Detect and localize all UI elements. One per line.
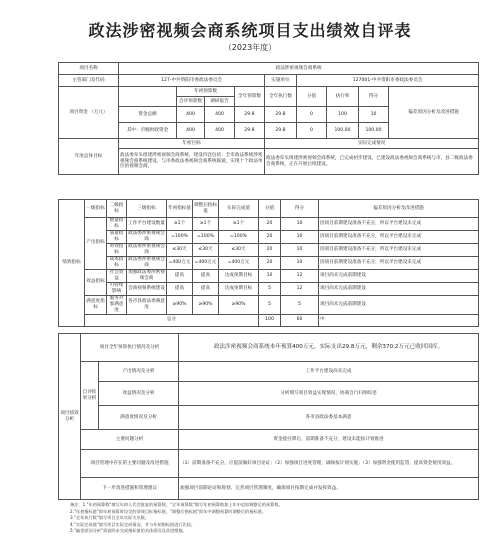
indicator-deviation: 因项目前期建设准备不充分，所以平台建设未完成 — [319, 230, 479, 243]
analysis-item-text: 工作平台建设尚未完成 — [179, 362, 479, 382]
indicator-v2: ≥1个 — [193, 218, 219, 231]
total-score: 100 — [259, 314, 281, 326]
indicator-got: 10 — [281, 230, 319, 243]
analysis-budget-text: 政法涉密视频会商系统本年预算400万元，实际支出29.8万元，剩余370.2万元已收回国库。 — [179, 334, 479, 362]
analysis-budget-label: 项目全年预算执行情况及分析 — [81, 334, 179, 362]
indicators-header: 二级指标 — [107, 200, 127, 218]
funds-cell: 400 — [177, 123, 205, 139]
analysis-section-label: 项目绩效分析 — [59, 334, 81, 500]
goals-label: 年度总体目标 — [59, 139, 119, 175]
footnote: 2."年初指标值"即年初预算时设定的绩效目标指标值，"调整后指标值"即年中调整预算时调整后的指标值。 — [70, 508, 266, 514]
indicator-v1: =100% — [167, 230, 193, 243]
analysis-item-text: （1）前期准备不充分，应提前做好项目论证；（2）加强项目进度管理，确保按计划实施；（3）加强资金使用监管，提高资金使用效益。 — [179, 450, 479, 478]
footnote: 5."偏差原因分析"需说明未完成指标值的具体原因及改进措施。 — [70, 528, 187, 533]
indicator-got: 10 — [281, 243, 319, 256]
project-name-label: 项目名称 — [59, 63, 119, 75]
indicator-v1: 提高 — [167, 269, 193, 282]
funds-cell: 100.00 — [359, 123, 389, 139]
indicator-l2: 服务对象满意度 — [107, 295, 127, 314]
funds-label: 项目资金 （万元） — [59, 87, 119, 139]
indicator-l2: 时效指标 — [107, 243, 127, 256]
indicator-v3: 达成预期目标 — [219, 269, 259, 282]
goals-actual-label: 实际完成情况 — [265, 139, 479, 149]
funds-cell: 0 — [297, 123, 327, 139]
indicators-header: 得分 — [281, 200, 319, 218]
analysis-item-text: 分析填写项目效益实现情况，协商自行归纳综述 — [179, 382, 479, 406]
indicator-v1: ≥90% — [167, 295, 193, 314]
indicator-v2: 提高 — [193, 269, 219, 282]
indicator-got: 10 — [281, 256, 319, 269]
indicator-l3: 政法委涉密视频会商 — [128, 230, 165, 242]
analysis-item-label: 下一步改进措施和管理建议 — [81, 478, 179, 500]
funds-cell: 29.8 — [235, 107, 265, 123]
funds-cell: 29.8 — [265, 107, 297, 123]
footnote: 备注：1."年初预算数"填写年初人代会批复的预算数，"全年预算数"填写年初预算数加上年中追加调整后的预算数。 — [70, 502, 283, 507]
footnotes — [70, 502, 480, 535]
indicator-deviation: 项目尚未完成前期建设 — [319, 269, 479, 282]
indicator-v3: =100% — [219, 230, 259, 243]
indicator-score: 10 — [259, 269, 281, 282]
footnote: 4."实际完成值"填写项目实际完成情况，并与年初指标值进行比较。 — [70, 521, 196, 527]
funds-row-label: 资金总额 — [119, 107, 177, 123]
dept-value: 127-中共资阳市委政法委员会 — [119, 75, 265, 87]
indicator-l2: 可持续影响 — [107, 282, 127, 295]
indicator-v3: ≥1个 — [219, 218, 259, 231]
indicator-v2: =100% — [193, 230, 219, 243]
funds-header-own-budget: 自评预算数 — [177, 97, 205, 107]
project-name-value: 政法涉密视频会商系统 — [119, 63, 479, 75]
funds-row-label: 其中：市级财政资金 — [119, 123, 177, 139]
indicator-v2: ≥90% — [193, 295, 219, 314]
funds-header-exec-rate: 执行率 — [327, 87, 359, 107]
indicator-l2: 数量指标 — [107, 218, 127, 231]
indicator-l3: 政法委涉密视频会商 — [128, 243, 165, 255]
indicator-deviation: 因项目前期建设准备不充分，所以平台建设未完成 — [319, 243, 479, 256]
funds-header-year-budget: 年初预算数 — [177, 87, 235, 97]
funds-header-full-year-exec: 全年执行数 — [265, 87, 297, 107]
indicator-got: 12 — [281, 269, 319, 282]
indicator-got: 12 — [281, 282, 319, 295]
indicator-v1: ≥1个 — [167, 218, 193, 231]
indicator-score: 20 — [259, 243, 281, 256]
funds-header-score-weight: 分值 — [297, 87, 327, 107]
indicator-score: 20 — [259, 218, 281, 231]
indicators-header: 实际完成值 — [219, 200, 259, 218]
indicator-v3: 达成预期目标 — [219, 282, 259, 295]
indicators-header: 一级指标 — [85, 200, 107, 218]
funds-cell: 100.00 — [327, 123, 359, 139]
indicator-v2: 提高 — [193, 282, 219, 295]
funds-cell: 400 — [205, 107, 235, 123]
indicator-l3: 政法委涉密视频会商 — [128, 256, 165, 268]
indicators-table — [58, 199, 479, 327]
goals-planned-label: 年初目标 — [119, 139, 265, 149]
indicator-l2: 质量指标 — [107, 230, 127, 243]
indicator-deviation: 项目尚未完成前期建设 — [319, 282, 479, 295]
analysis-item-text: 各市县政法委基本满意 — [179, 406, 479, 430]
indicator-l2: 社会效益 — [107, 269, 127, 282]
indicator-deviation: 项目尚未完成前期建设 — [319, 295, 479, 314]
indicators-header: 年初指标值 — [167, 200, 193, 218]
indicator-score: 5 — [259, 282, 281, 295]
indicator-deviation: 因项目前期建设准备不充分，所以平台建设未完成 — [319, 256, 479, 269]
funds-cell: 29.8 — [265, 123, 297, 139]
indicator-l3: 加强政法委涉密视频会商 — [128, 269, 165, 281]
indicator-v2: ≤30天 — [193, 243, 219, 256]
analysis-mid-label: 自评结果分析 — [81, 362, 99, 430]
impl-value: 127001-中共资阳市委政法委员会 — [297, 75, 479, 87]
analysis-item-text: 加强项目前期论证和规划，完善项目管理制度，确保项目按期完成并发挥效益。 — [179, 478, 479, 500]
total-got: 60 — [281, 314, 319, 326]
indicator-v1: ≤30天 — [167, 243, 193, 256]
analysis-item-label: 满意度情况及分析 — [99, 406, 179, 430]
indicator-l3: 工作平台建设数量 — [127, 218, 167, 231]
indicators-header: 偏差原因分析及改进措施 — [319, 200, 479, 218]
page-title: 政法涉密视频会商系统项目支出绩效自评表 — [88, 21, 412, 40]
indicator-v2: =400万元 — [193, 256, 219, 269]
indicator-got: 5 — [281, 295, 319, 314]
indicators-section-label: 绩效指标 — [59, 200, 85, 327]
indicator-v1: =400万元 — [167, 256, 193, 269]
indicator-score: 20 — [259, 230, 281, 243]
indicator-l2: 成本指标 — [107, 256, 127, 269]
indicator-l1: 满意度指标 — [85, 295, 107, 314]
funds-cell: 100 — [327, 107, 359, 123]
page-subtitle: （2023年度） — [223, 43, 277, 52]
funds-header-full-year-budget: 全年预算数 — [235, 87, 265, 107]
indicator-v3: ≤30天 — [219, 243, 259, 256]
funds-cell: 10 — [359, 107, 389, 123]
analysis-item-label: 效益情况及分析 — [99, 382, 179, 406]
goals-actual-text: 政法委牵头组建涉密视频会商系统，已完成初步建设，已建设政法委视频会商系统与市、县二级政法委会商系统，正在开展后续建设。 — [265, 149, 479, 175]
indicators-header: 分值 — [259, 200, 281, 218]
indicator-deviation: 因项目前期建设准备不充分，所以平台建设未完成 — [319, 218, 479, 231]
indicator-score: 5 — [259, 295, 281, 314]
indicators-header: 调整后指标值 — [193, 200, 219, 218]
funds-header-score: 得分 — [359, 87, 389, 107]
indicator-l3: 会商视频系统建设 — [127, 282, 167, 295]
funds-header-reported-budget: 调研报告 — [205, 97, 235, 107]
dept-label: 主管部门及代码 — [59, 75, 119, 87]
indicator-l1: 产出指标 — [85, 218, 107, 270]
indicator-v3: ≥90% — [219, 295, 259, 314]
footnote: 3."全年执行数"填写项目全年实际支出数。 — [70, 515, 150, 520]
indicator-v3: =400万元 — [219, 256, 259, 269]
funds-cell: 400 — [205, 123, 235, 139]
indicators-header: 三级指标 — [127, 200, 167, 218]
indicator-score: 20 — [259, 256, 281, 269]
analysis-item-label: 主要问题分析 — [81, 430, 179, 450]
funds-cell: 0 — [297, 107, 327, 123]
total-note: 中 — [319, 314, 479, 326]
analysis-item-label: 产出情况及分析 — [99, 362, 179, 382]
indicator-l3: 各市县政法委满意度 — [127, 295, 167, 314]
analysis-table — [58, 333, 479, 500]
analysis-item-label: 项目管理中存在的主要问题及改进措施 — [81, 450, 179, 478]
funds-cell: 29.8 — [235, 123, 265, 139]
total-label: 总分 — [85, 314, 259, 326]
funds-header-deviation: 偏差原因分析及改进措施 — [389, 87, 479, 139]
project-info-table — [58, 62, 479, 175]
impl-label: 实施单位 — [265, 75, 297, 87]
goals-planned-text: 政法委牵头组建涉密视频会商系统，建设内容包括：全市政法系统涉密视频会商系统建设，与市委政法委视频会商系统联通，实现十个政法单位的视频会商。 — [119, 149, 265, 175]
indicator-got: 10 — [281, 218, 319, 231]
indicator-v1: 提高 — [167, 282, 193, 295]
analysis-item-text: 资金拨付滞后，前期准备不充分，建设未能按计划推进 — [179, 430, 479, 450]
funds-cell: 400 — [177, 107, 205, 123]
indicator-l1: 效益指标 — [85, 269, 107, 295]
